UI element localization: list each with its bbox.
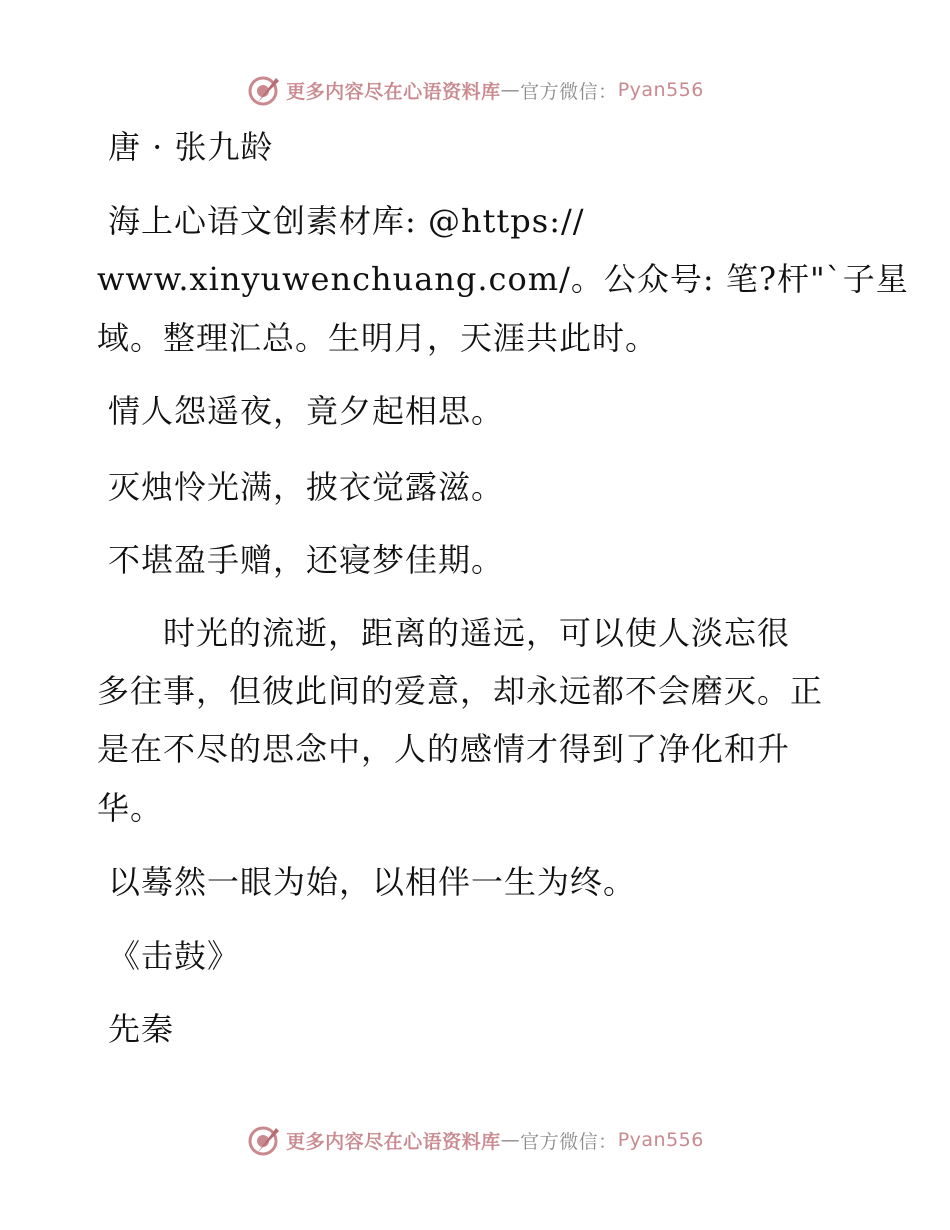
quill-logo-icon — [246, 72, 282, 108]
author-line: 唐 · 张九龄 — [108, 128, 274, 166]
paragraph-line-1: 时光的流逝，距离的遥远，可以使人淡忘很 — [97, 614, 791, 652]
next-author: 先秦 — [108, 1010, 175, 1048]
watermark-brand: 更多内容尽在心语资料库 — [286, 1130, 501, 1153]
motto-line: 以蓦然一眼为始，以相伴一生为终。 — [108, 863, 637, 901]
source-line-3: 域。整理汇总。生明月，天涯共此时。 — [97, 319, 659, 357]
poem-line-2: 灭烛怜光满，披衣觉露滋。 — [108, 468, 505, 506]
watermark-dash: — — [500, 1129, 521, 1151]
source-line-2: www.xinyuwenchuang.com/。公众号: 笔?杆"`子星 — [97, 260, 909, 298]
quill-logo-icon — [246, 1122, 282, 1158]
watermark-wechat-id: Pyan556 — [617, 1129, 704, 1151]
watermark-wechat-id: Pyan556 — [617, 79, 704, 101]
header-watermark — [0, 70, 950, 110]
source-line-1: 海上心语文创素材库: @https:// — [108, 202, 585, 240]
paragraph-line-3: 是在不尽的思念中，人的感情才得到了净化和升 — [97, 730, 791, 768]
poem-line-1: 情人怨遥夜，竟夕起相思。 — [108, 392, 505, 430]
poem-line-3: 不堪盈手赠，还寝梦佳期。 — [108, 541, 505, 579]
watermark-wechat-label: 官方微信： — [520, 1130, 618, 1153]
paragraph-line-2: 多往事，但彼此间的爱意，却永远都不会磨灭。正 — [97, 672, 824, 710]
watermark-wechat-label: 官方微信： — [520, 80, 618, 103]
footer-watermark — [0, 1120, 950, 1160]
watermark-brand: 更多内容尽在心语资料库 — [286, 80, 501, 103]
next-title: 《击鼓》 — [108, 937, 241, 975]
watermark-dash: — — [500, 79, 521, 101]
paragraph-line-4: 华。 — [97, 789, 164, 827]
